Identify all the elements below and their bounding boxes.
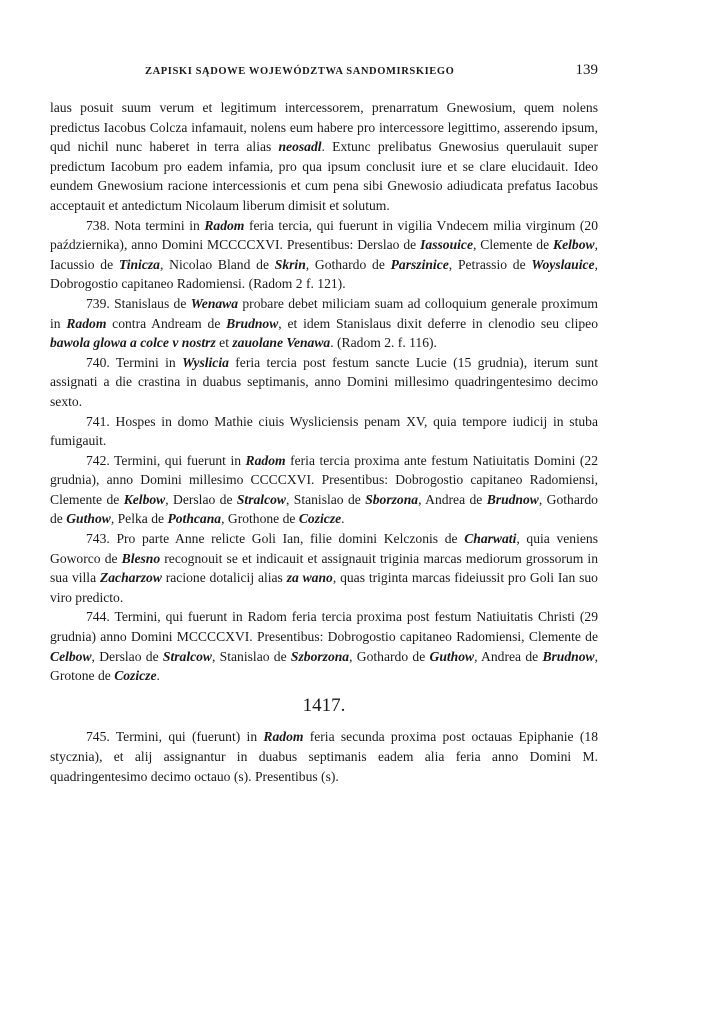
place-name: Cozicze <box>114 668 157 684</box>
year-heading: 1417. <box>302 694 346 716</box>
place-name: Brudnow <box>542 648 595 664</box>
vernacular-phrase: za wano <box>286 570 333 586</box>
text: 742. Termini, qui fuerunt in <box>86 452 246 468</box>
text: . (Radom 2. f. 116). <box>330 335 437 351</box>
entry-741 <box>50 412 598 451</box>
text: recognouit se et indicauit et assignauit triginia marcas mediorum grossorum in sua villa <box>50 550 598 586</box>
entry-739 <box>50 294 598 353</box>
place-name: Sborzona <box>365 491 419 507</box>
vernacular-phrase: zauolane Venawa <box>232 335 331 351</box>
text: 744. Termini, qui fuerunt in Radom feria tercia proxima post festum Natiuitatis Christi (29 grudnia) anno Domini MCCCCXVI. Presentibus: Dobrogostio capitaneo Radomiensi, Clemente de <box>50 609 598 645</box>
place-name: Guthow <box>66 511 111 527</box>
place-name: Kelbow <box>553 237 595 253</box>
place-name: neosadl <box>278 139 322 155</box>
text: 740. Termini in <box>86 354 183 370</box>
text: , Gothardo de <box>305 256 391 272</box>
entry-745 <box>50 727 598 786</box>
body-text <box>50 98 598 786</box>
text: 739. Stanislaus de <box>86 295 191 311</box>
text: 743. Pro parte Anne relicte Goli Ian, filie domini Kelczonis de <box>86 531 465 547</box>
place-name: Wyslicia <box>182 354 229 370</box>
place-name: Zacharzow <box>99 570 162 586</box>
text: , Grothone de <box>221 511 299 527</box>
place-name: Guthow <box>429 648 475 664</box>
text: , Stanislao de <box>285 491 366 507</box>
place-name: Stralcow <box>236 491 286 507</box>
place-name: Iassouice <box>420 237 473 253</box>
entry-738 <box>50 216 598 294</box>
place-name: Cozicze <box>298 511 342 527</box>
text: 745. Termini, qui (fuerunt) in <box>86 729 264 745</box>
place-name: Charwati <box>464 531 517 547</box>
text: , Gothardo de <box>50 491 598 527</box>
running-head <box>50 62 598 79</box>
entry-744 <box>50 607 598 685</box>
entry-740 <box>50 353 598 412</box>
text: 738. Nota termini in <box>86 217 205 233</box>
place-name: Blesno <box>121 550 161 566</box>
text: feria tercia, qui fuerunt in vigilia Vndecem milia virginum (20 października), anno Domini MCCCCXVI. Presentibus: Derslao de <box>50 217 598 253</box>
entry-743 <box>50 529 598 607</box>
text: . <box>341 511 345 527</box>
place-name: Radom <box>245 452 286 468</box>
text: , Stanislao de <box>212 648 291 664</box>
text: , Nicolao Bland de <box>159 256 275 272</box>
place-name: Brudnow <box>486 491 539 507</box>
place-name: Parszinice <box>390 256 449 272</box>
entry-742 <box>50 451 598 529</box>
text: laus posuit suum verum et legitimum intercessorem, prenarratum Gnewosium, quem nolens predictus Iacobus Colcza infamauit, nolens eum habere pro intercessore legittimo, asserendo ipsum, qud nichil nunc haberet in terra alias <box>50 100 598 155</box>
place-name: Kelbow <box>123 491 166 507</box>
place-name: Tinicza <box>118 256 160 272</box>
text: , et idem Stanislaus dixit deferre in clenodio seu clipeo <box>278 315 598 331</box>
text: , Derslao de <box>165 491 237 507</box>
page-number: 139 <box>575 62 598 78</box>
text: contra Andream de <box>106 315 227 331</box>
place-name: Radom <box>263 729 304 745</box>
text: feria secunda proxima post octauas Epiphanie (18 stycznia), et alij assignantur in duabus septimanis eadem alia feria anno Domini M. quadringentesimo decimo octauo (s). Presentibus (s). <box>50 729 598 784</box>
text: , Clemente de <box>473 237 554 253</box>
place-name: Radom <box>204 217 245 233</box>
text: , Derslao de <box>91 648 163 664</box>
text: , Dobrogostio capitaneo Radomiensi. (Radom 2 f. 121). <box>50 256 598 292</box>
text: , quia veniens Goworco de <box>50 531 598 566</box>
text: , Andrea de <box>418 491 487 507</box>
text: et <box>215 335 233 351</box>
text: , Andrea de <box>474 648 543 664</box>
text: , quas triginta marcas fideiussit pro Goli Ian suo viro predicto. <box>50 570 598 605</box>
place-name: Brudnow <box>226 315 279 331</box>
text: , Pelka de <box>110 511 168 527</box>
text: . <box>156 668 160 684</box>
running-title: ZAPISKI SĄDOWE WOJEWÓDZTWA SANDOMIRSKIEGO <box>145 66 455 77</box>
place-name: Wenawa <box>190 295 239 311</box>
text: feria tercia proxima ante festum Natiuitatis Domini (22 grudnia), anno Domini millesimo CCCCXVI. Presentibus: Dobrogostio capitaneo Radomiensi, Clemente de <box>50 452 598 507</box>
text: probare debet miliciam suam ad colloquium generale proximum in <box>50 295 599 331</box>
place-name: Stralcow <box>162 648 212 664</box>
text: feria tercia post festum sancte Lucie (15 grudnia), iterum sunt assignati a die crastina in duabus septimanis, anno Domini millesimo quadringentesimo decimo sexto. <box>50 354 598 409</box>
place-name: Skrin <box>274 256 306 272</box>
text: , Gothardo de <box>349 648 430 664</box>
place-name: Szborzona <box>290 648 350 664</box>
place-name: Pothcana <box>167 511 222 527</box>
text: 741. Hospes in domo Mathie ciuis Wysliciensis penam XV, quia tempore iudicij in stuba fumigauit. <box>50 413 598 449</box>
text: racione dotalicij alias <box>161 570 287 586</box>
vernacular-phrase: bawola glowa a colce v nostrz <box>50 335 216 351</box>
place-name: Celbow <box>50 648 92 664</box>
place-name: Woyslauice <box>531 256 595 272</box>
text: , Grotone de <box>50 648 598 684</box>
paragraph-continuation <box>50 98 598 216</box>
text: , Petrassio de <box>448 256 532 272</box>
text: . Extunc prelibatus Gnewosius querulauit super predictum Iacobum pro eadem infamia, pro qua ipsum conclusit iure et se clare elucidauit. Ideo eundem Gnewosium racione intercessionis et cum pena sibi Gnewosio adiudicata prefatus Iacobus acceptauit et antedictum Nicolaum liberum dimisit et solutum. <box>50 139 598 213</box>
place-name: Radom <box>66 315 107 331</box>
text: , Iacussio de <box>50 237 598 272</box>
